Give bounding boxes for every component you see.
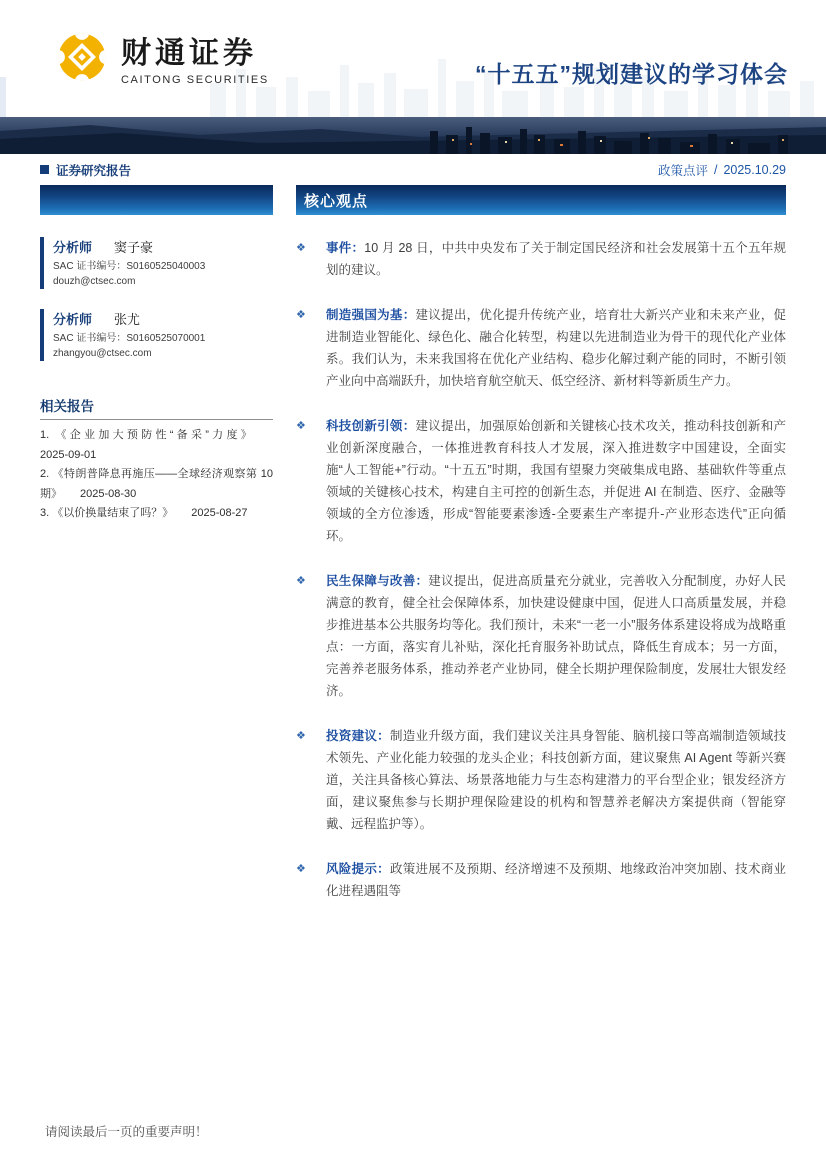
bullet-body: 建议提出，加强原始创新和关键核心技术攻关，推动科技创新和产业创新深度融合，一体推进教育科技人才发展，深入推进数字中国建设，全面实施“人工智能+”行动。“十五五”时期，我国有望聚力突破集成电路、基础软件等重点领域的关键核心技术，构建自主可控的创新生态，并促进 AI 在制造、医疗、金融等领域的全方位渗透，形成“智能要素渗透-全要素生产率提升-产业形态迭代”正向循环。 (326, 419, 786, 543)
category-date (658, 161, 786, 179)
bullet-body: 建议提出，优化提升传统产业，培育壮大新兴产业和未来产业，促进制造业智能化、绿色化、融合化转型，构建以先进制造业为骨干的现代化产业体系。我们认为，未来我国将在优化产业结构、稳步化解过剩产能的同时，不断引领产业向中高端跃升，加快培育航空航天、低空经济、新材料等新质生产力。 (326, 308, 786, 388)
bullet-lead: 制造强国为基： (326, 308, 416, 322)
related-report-title: 2. 《特朗普降息再施压——全球经济观察第 10 期》 (40, 468, 273, 500)
related-report-title: 1. 《企业加大预防性“备采”力度》 (40, 429, 255, 441)
diamond-bullet-icon: ❖ (296, 575, 306, 587)
related-reports-title: 相关报告 (40, 395, 273, 420)
related-report-item[interactable] (40, 465, 273, 504)
core-views-header-bar (296, 185, 786, 215)
bullet-event (296, 237, 786, 281)
analyst-sac-number: SAC 证书编号：S0160525040003 (53, 261, 206, 272)
diamond-bullet-icon: ❖ (296, 242, 306, 254)
bullet-text (326, 415, 786, 547)
logo-text (121, 28, 269, 86)
bullet-text (326, 725, 786, 835)
bullet-text (326, 304, 786, 392)
related-report-date: 2025-09-01 (40, 448, 97, 461)
meta-separator: / (713, 162, 718, 177)
report-title: “十五五”规划建议的学习体会 (475, 61, 788, 87)
bullet-body: 10 月 28 日，中共中央发布了关于制定国民经济和社会发展第十五个五年规划的建议。 (326, 241, 786, 277)
meta-row (0, 154, 826, 185)
logo-name-en: CAITONG SECURITIES (121, 74, 269, 86)
analyst-email: zhangyou@ctsec.com (53, 348, 152, 359)
related-report-title: 3. 《以价换量结束了吗？》 (40, 507, 174, 519)
bullet-risk-warning (296, 858, 786, 902)
report-header (0, 0, 826, 117)
diamond-bullet-icon: ❖ (296, 863, 306, 875)
bullet-lead: 风险提示： (326, 862, 390, 876)
bullet-lead: 科技创新引领： (326, 419, 416, 433)
analyst-name: 窦子豪 (114, 240, 154, 255)
analyst-role-label: 分析师 (53, 240, 93, 255)
bullet-body: 建议提出，促进高质量充分就业，完善收入分配制度，办好人民满意的教育，健全社会保障体系，加快建设健康中国，促进人口高质量发展，并稳步推进基本公共服务均等化。我们预计，未来“一老一小”服务体系建设将成为战略重点：一方面，落实育儿补贴，深化托育服务补助试点，降低生育成本；另一方面，完善养老服务体系，推动养老产业协同，健全长期护理保险制度，发展壮大银发经济。 (326, 574, 786, 698)
report-type (40, 161, 131, 179)
bullet-tech-innovation (296, 415, 786, 547)
bullet-text (326, 570, 786, 702)
content-columns (0, 185, 826, 925)
bullet-manufacturing (296, 304, 786, 392)
diamond-bullet-icon: ❖ (296, 730, 306, 742)
logo-name-cn: 财通证券 (121, 37, 257, 70)
caitong-logo-icon (55, 30, 109, 84)
related-report-item[interactable] (40, 504, 273, 524)
core-views-list (296, 237, 786, 902)
related-report-date: 2025-08-30 (80, 487, 137, 500)
footer-disclaimer: 请阅读最后一页的重要声明！ (45, 1125, 208, 1139)
analyst-name: 张尤 (114, 312, 141, 327)
related-report-item[interactable] (40, 426, 273, 465)
bullet-lead: 事件： (326, 241, 365, 255)
city-banner-skyline (0, 117, 826, 154)
analyst-role-label: 分析师 (53, 312, 93, 327)
analyst-name-row (53, 237, 273, 256)
main-content (296, 185, 786, 925)
bullet-body: 政策进展不及预期、经济增速不及预期、地缘政治冲突加剧、技术商业化进程遇阻等 (326, 862, 786, 898)
category-label: 政策点评 (657, 163, 708, 178)
bullet-livelihood (296, 570, 786, 702)
analyst-block (40, 237, 273, 289)
analyst-email: douzh@ctsec.com (53, 276, 136, 287)
city-banner-image (0, 117, 826, 154)
diamond-bullet-icon: ❖ (296, 420, 306, 432)
bullet-text (326, 237, 786, 281)
related-reports-list (40, 426, 273, 524)
analyst-name-row (53, 309, 273, 328)
report-type-label: 证券研究报告 (56, 163, 132, 178)
analyst-block (40, 309, 273, 361)
sidebar-header-bar (40, 185, 273, 215)
bullet-text (326, 858, 786, 902)
analyst-sac-number: SAC 证书编号：S0160525070001 (53, 333, 206, 344)
related-report-date: 2025-08-27 (191, 507, 248, 519)
bullet-lead: 民生保障与改善： (326, 574, 429, 588)
caitong-logo (55, 28, 269, 86)
bullet-body: 制造业升级方面，我们建议关注具身智能、脑机接口等高端制造领域技术领先、产业化能力较强的龙头企业；科技创新方面，建议聚焦 AI Agent 等新兴赛道，关注具备核心算法、场景落地能力与生态构建潜力的平台型企业；银发经济方面，建议聚焦参与长期护理保险建设的机构和智慧养老解决方案提供商（智能穿戴、远程监护等）。 (326, 729, 786, 831)
diamond-bullet-icon: ❖ (296, 309, 306, 321)
related-reports (40, 395, 273, 524)
bullet-lead: 投资建议： (326, 729, 390, 743)
square-bullet-icon (40, 165, 49, 174)
report-date: 2025.10.29 (723, 162, 786, 177)
section-title: 核心观点 (304, 192, 369, 210)
sidebar (40, 185, 273, 925)
bullet-investment-advice (296, 725, 786, 835)
